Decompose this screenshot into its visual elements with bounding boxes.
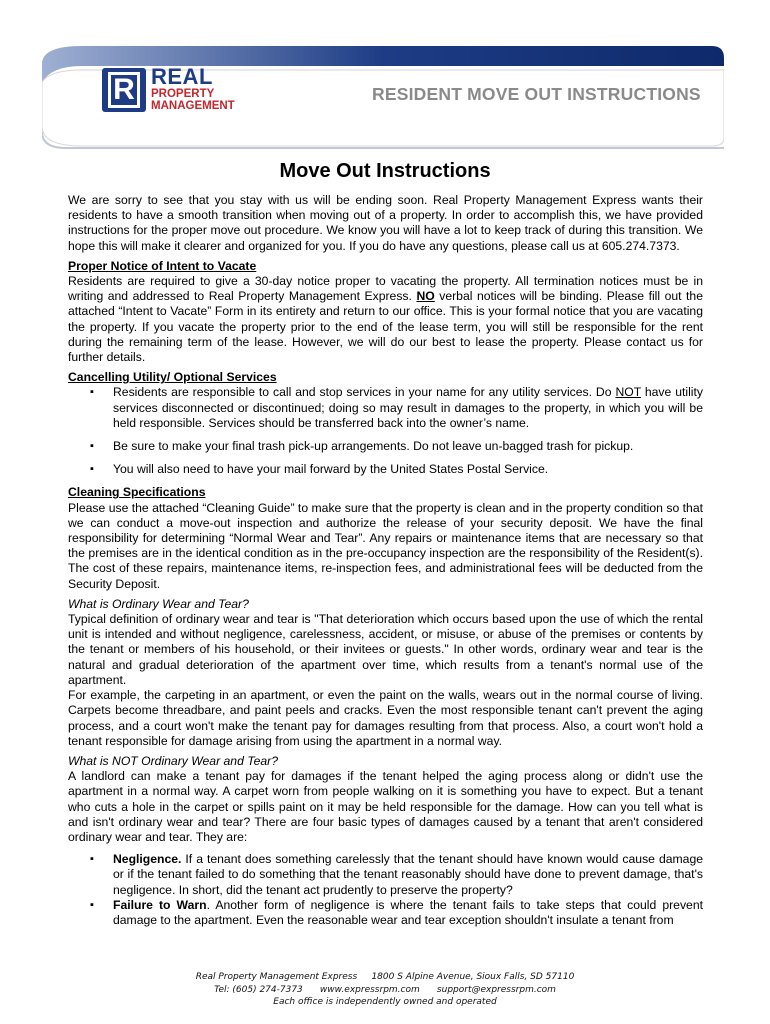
damage-text: If a tenant does something carelessly that the tenant should have known would cause damage or if the tenant failed to do something that the tenant reasonably should have done to prevent damage, that's negligence. In short, did the tenant act prudently to preserve the property? xyxy=(113,852,703,897)
list-item xyxy=(68,385,703,431)
utility-b1-b: have utility services disconnected or discontinued; doing so may result in damages to the property, in which you will be held responsible. Services should be transferred back into the owner’s name. xyxy=(113,385,703,430)
not-ordinary-paragraph: A landlord can make a tenant pay for damages if the tenant helped the aging process along or didn't use the apartment in a normal way. A carpet worn from people walking on it is something you have to expect. But a tenant who cuts a hole in the carpet or spills paint on it may be held responsible for the damage. How can you tell what is and isn't ordinary wear and tear? There are four basic types of damages caused by a tenant that aren't considered ordinary wear and tear. They are: xyxy=(68,769,703,844)
logo-property: PROPERTY xyxy=(151,88,215,100)
notice-text-b: verbal notices will be binding. Please fill out the attached “Intent to Vacate” Form in its entirety and return to our office. This is your formal notice that you are vacating the property. If you vacate the property prior to the end of the lease term, you will still be responsible for the rent during the remaining term of the lease. However, we will do our best to lease the property. Please contact us for further details. xyxy=(68,289,703,365)
ordinary-heading: What is Ordinary Wear and Tear? xyxy=(68,596,249,611)
notice-title: Proper Notice of Intent to Vacate xyxy=(68,258,257,273)
notice-no: NO xyxy=(416,289,435,304)
ordinary-paragraph-1: Typical definition of ordinary wear and tear is "That deterioration which occurs based upon the use of which the rental unit is intended and without negligence, carelessness, accident, or misuse, or abuse of the premises or contents by the tenant or members of his household, or their invitees or guests." In other words, ordinary wear and tear is the natural and gradual deterioration of the apartment over time, which results from a tenant's normal use of the apartment. xyxy=(68,612,703,687)
utility-not: NOT xyxy=(615,385,641,400)
logo-r: R xyxy=(108,72,140,108)
footer-note: Each office is independently owned and operated xyxy=(273,997,497,1007)
logo-management: MANAGEMENT xyxy=(151,100,235,112)
logo-real: REAL xyxy=(151,64,213,89)
not-ordinary-heading: What is NOT Ordinary Wear and Tear? xyxy=(68,753,278,768)
document-title: Move Out Instructions xyxy=(279,160,491,182)
cleaning-paragraph: Please use the attached “Cleaning Guide” to make sure that the property is clean and in the property condition so that we can conduct a move-out inspection and authorize the release of your security deposit. We have the final responsibility for determining “Normal Wear and Tear”. Any repairs or maintenance items that are necessary so that the premises are in the identical condition as in the pre-occupancy inspection are the responsibility of the Resident(s). The cost of these repairs, maintenance items, re-inspection fees, and administrational fees will be deducted from the Security Deposit. xyxy=(68,500,703,591)
company-logo xyxy=(102,64,242,116)
damage-text: . Another form of negligence is where the tenant fails to take steps that could prevent damage to the apartment. Even the reasonable wear and tear exception shouldn't insulate a tenant from xyxy=(113,897,703,927)
utility-b1-a: Residents are responsible to call and stop services in your name for any utility services. Do xyxy=(113,385,616,400)
list-item xyxy=(68,852,703,898)
list-item: ▪ You will also need to have your mail forward by the United States Postal Service. xyxy=(68,462,703,477)
damage-types-list xyxy=(68,852,703,928)
damage-label: Negligence. xyxy=(113,852,182,867)
notice-paragraph xyxy=(68,274,703,365)
notice-text-a: Residents are required to give a 30-day notice proper to vacating the property. All termination notices must be in writing and addressed to Real Property Management Express. xyxy=(68,274,703,304)
logo-mark xyxy=(102,68,146,112)
list-item xyxy=(68,898,703,928)
ordinary-paragraph-2: For example, the carpeting in an apartment, or even the paint on the walls, wears out in the normal course of living. Carpets become threadbare, and paint peels and cracks. Even the most responsible tenant can't prevent the aging process, and a court won't make the tenant pay for damages resulting from that process. Also, a court won't hold a tenant responsible for damage arising from using the apartment in a normal way. xyxy=(68,688,703,748)
footer-contact: Tel: (605) 274-7373 www.expressrpm.com support@expressrpm.com xyxy=(214,984,556,995)
page-footer xyxy=(0,971,770,1009)
list-item: ▪ Be sure to make your final trash pick-up arrangements. Do not leave un-bagged trash for pickup. xyxy=(68,439,703,454)
header-title: RESIDENT MOVE OUT INSTRUCTIONS xyxy=(372,84,701,104)
cleaning-title: Cleaning Specifications xyxy=(68,485,206,500)
document-body xyxy=(68,193,703,928)
utility-list xyxy=(68,385,703,477)
utility-title: Cancelling Utility/ Optional Services xyxy=(68,370,277,385)
footer-address: Real Property Management Express 1800 S Alpine Avenue, Sioux Falls, SD 57110 xyxy=(195,972,575,982)
intro-paragraph: We are sorry to see that you stay with us will be ending soon. Real Property Management Express wants their residents to have a smooth transition when moving out of a property. In order to accomplish this, we have provided instructions for the proper move out procedure. We know you will have a lot to keep track of during this transition. We hope this will make it clearer and organized for you. If you do have any questions, please call us at 605.274.7373. xyxy=(68,193,703,253)
damage-label: Failure to Warn xyxy=(113,897,207,912)
